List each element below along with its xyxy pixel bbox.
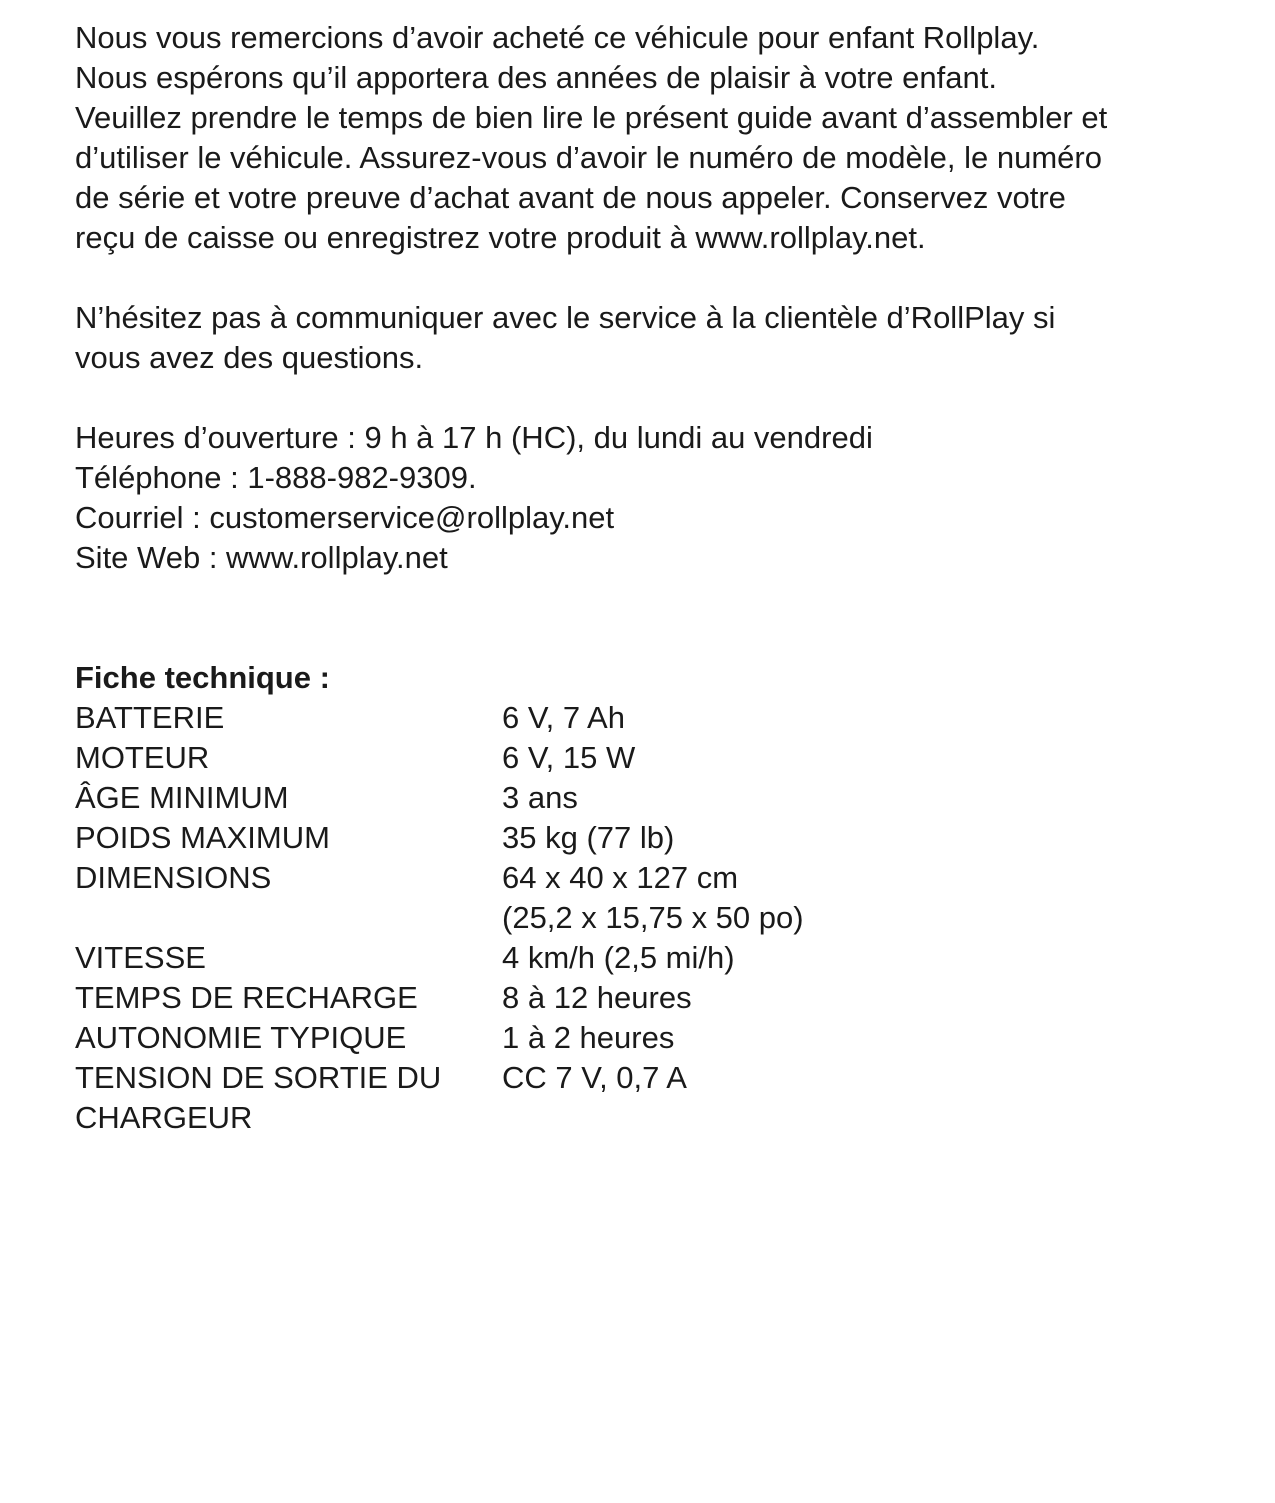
spec-label: AUTONOMIE TYPIQUE bbox=[75, 1020, 407, 1055]
spec-value: 6 V, 7 Ah bbox=[502, 700, 625, 735]
spec-label: MOTEUR bbox=[75, 740, 210, 775]
manual-page bbox=[75, 18, 1215, 1138]
spec-value: CC 7 V, 0,7 A bbox=[502, 1060, 687, 1095]
spec-label: TEMPS DE RECHARGE bbox=[75, 980, 418, 1015]
intro-line: d’utiliser le véhicule. Assurez-vous d’avoir le numéro de modèle, le numéro bbox=[75, 140, 1102, 175]
intro-paragraph bbox=[75, 18, 1215, 258]
spec-row-max-weight bbox=[75, 818, 1215, 858]
contact-invite-paragraph bbox=[75, 298, 1215, 378]
spec-row-motor bbox=[75, 738, 1215, 778]
business-hours: Heures d’ouverture : 9 h à 17 h (HC), du lundi au vendredi bbox=[75, 420, 873, 455]
spec-row-charger-output bbox=[75, 1058, 1215, 1138]
spec-title: Fiche technique : bbox=[75, 660, 330, 695]
spec-row-speed bbox=[75, 938, 1215, 978]
spec-value-imperial: (25,2 x 15,75 x 50 po) bbox=[502, 900, 804, 935]
spec-value: 6 V, 15 W bbox=[502, 740, 636, 775]
spec-label-line: CHARGEUR bbox=[75, 1100, 253, 1135]
email-address: Courriel : customerservice@rollplay.net bbox=[75, 500, 615, 535]
spec-row-min-age bbox=[75, 778, 1215, 818]
spec-row-battery bbox=[75, 698, 1215, 738]
spec-value: 1 à 2 heures bbox=[502, 1020, 675, 1055]
spec-label-line: TENSION DE SORTIE DU bbox=[75, 1060, 442, 1095]
contact-invite-line: N’hésitez pas à communiquer avec le service à la clientèle d’RollPlay si bbox=[75, 300, 1056, 335]
spec-row-run-time bbox=[75, 1018, 1215, 1058]
spec-value: 4 km/h (2,5 mi/h) bbox=[502, 940, 735, 975]
spec-label bbox=[75, 1058, 502, 1138]
spec-label: BATTERIE bbox=[75, 700, 225, 735]
spec-value bbox=[502, 858, 1215, 938]
spec-value-metric: 64 x 40 x 127 cm bbox=[502, 860, 739, 895]
website-address: Site Web : www.rollplay.net bbox=[75, 540, 448, 575]
contact-info bbox=[75, 418, 1215, 578]
intro-line: Nous espérons qu’il apportera des années de plaisir à votre enfant. bbox=[75, 60, 997, 95]
intro-line: Veuillez prendre le temps de bien lire le présent guide avant d’assembler et bbox=[75, 100, 1108, 135]
spec-label: ÂGE MINIMUM bbox=[75, 780, 289, 815]
spec-value: 3 ans bbox=[502, 780, 578, 815]
intro-line: reçu de caisse ou enregistrez votre produit à www.rollplay.net. bbox=[75, 220, 926, 255]
intro-line: de série et votre preuve d’achat avant de nous appeler. Conservez votre bbox=[75, 180, 1066, 215]
intro-line: Nous vous remercions d’avoir acheté ce véhicule pour enfant Rollplay. bbox=[75, 20, 1040, 55]
spec-value: 35 kg (77 lb) bbox=[502, 820, 675, 855]
spec-row-charge-time bbox=[75, 978, 1215, 1018]
spec-label: VITESSE bbox=[75, 940, 206, 975]
contact-invite-line: vous avez des questions. bbox=[75, 340, 424, 375]
phone-number: Téléphone : 1-888-982-9309. bbox=[75, 460, 477, 495]
spec-label: POIDS MAXIMUM bbox=[75, 820, 330, 855]
spec-row-dimensions bbox=[75, 858, 1215, 938]
spec-value: 8 à 12 heures bbox=[502, 980, 692, 1015]
spec-sheet bbox=[75, 658, 1215, 1138]
spec-label: DIMENSIONS bbox=[75, 860, 272, 895]
